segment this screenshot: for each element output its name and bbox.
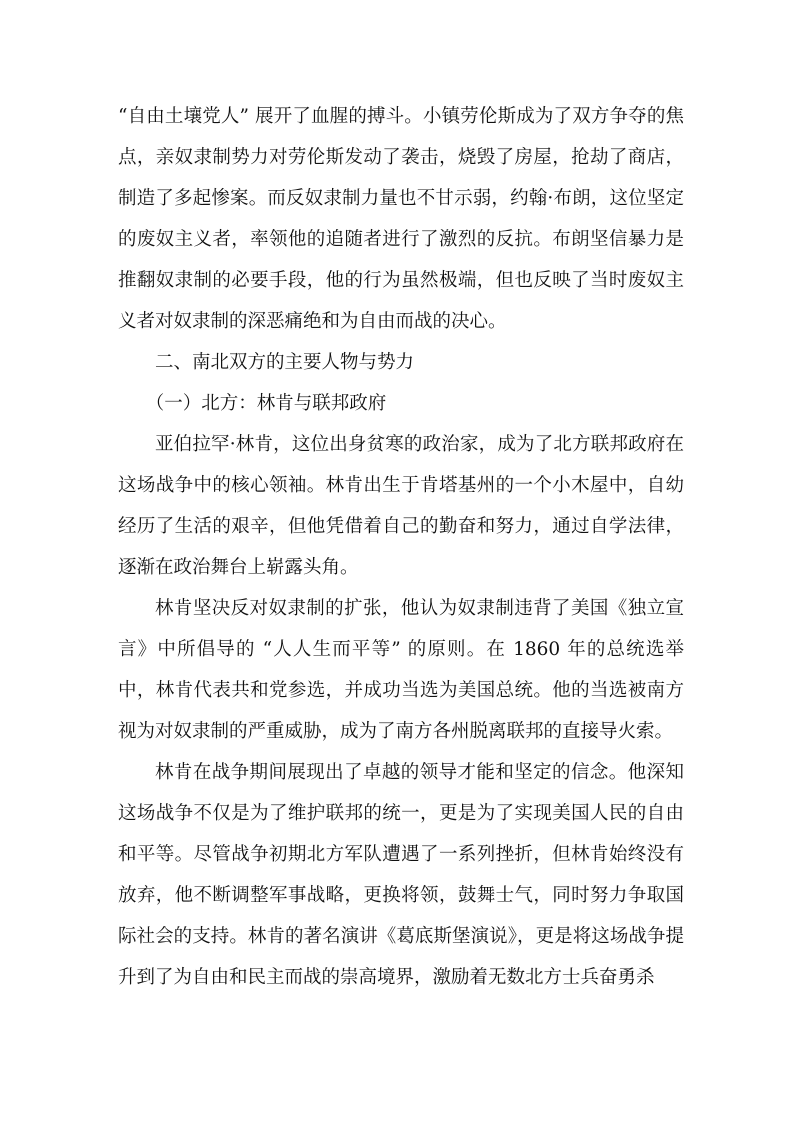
paragraph-continued: “自由土壤党人” 展开了血腥的搏斗。小镇劳伦斯成为了双方争夺的焦点，亲奴隶制势力对劳伦斯发动了袭击，烧毁了房屋，抢劫了商店，制造了多起惨案。而反奴隶制力量也不甘示弱，约翰·布朗，这位坚定的废奴主义者，率领他的追随者进行了激烈的反抗。布朗坚信暴力是推翻奴隶制的必要手段，他的行为虽然极端，但也反映了当时废奴主义者对奴隶制的深恶痛绝和为自由而战的决心。 <box>118 106 684 332</box>
paragraph-lincoln-leadership: 林肯在战争期间展现出了卓越的领导才能和坚定的信念。他深知这场战争不仅是为了维护联邦的统一，更是为了实现美国人民的自由和平等。尽管战争初期北方军队遭遇了一系列挫折，但林肯始终没有放弃，他不断调整军事战略，更换将领，鼓舞士气，同时努力争取国际社会的支持。林肯的著名演讲《葛底斯堡演说》，更是将这场战争提升到了为自由和民主而战的崇高境界，激励着无数北方士兵奋勇杀 <box>118 762 684 988</box>
subsection-heading: （一）北方：林肯与联邦政府 <box>145 393 387 414</box>
paragraph-lincoln-intro: 亚伯拉罕·林肯，这位出身贫寒的政治家，成为了北方联邦政府在这场战争中的核心领袖。林肯出生于肯塔基州的一个小木屋中，自幼经历了生活的艰辛，但他凭借着自己的勤奋和努力，通过自学法律，逐渐在政治舞台上崭露头角。 <box>118 434 684 578</box>
document-body <box>118 96 684 998</box>
section-heading: 二、南北双方的主要人物与势力 <box>155 352 415 373</box>
paragraph-lincoln-election: 林肯坚决反对奴隶制的扩张，他认为奴隶制违背了美国《独立宣言》中所倡导的 “人人生而平等” 的原则。在 1860 年的总统选举中，林肯代表共和党参选，并成功当选为美国总统。他的当选被南方视为对奴隶制的严重威胁，成为了南方各州脱离联邦的直接导火索。 <box>118 598 684 742</box>
